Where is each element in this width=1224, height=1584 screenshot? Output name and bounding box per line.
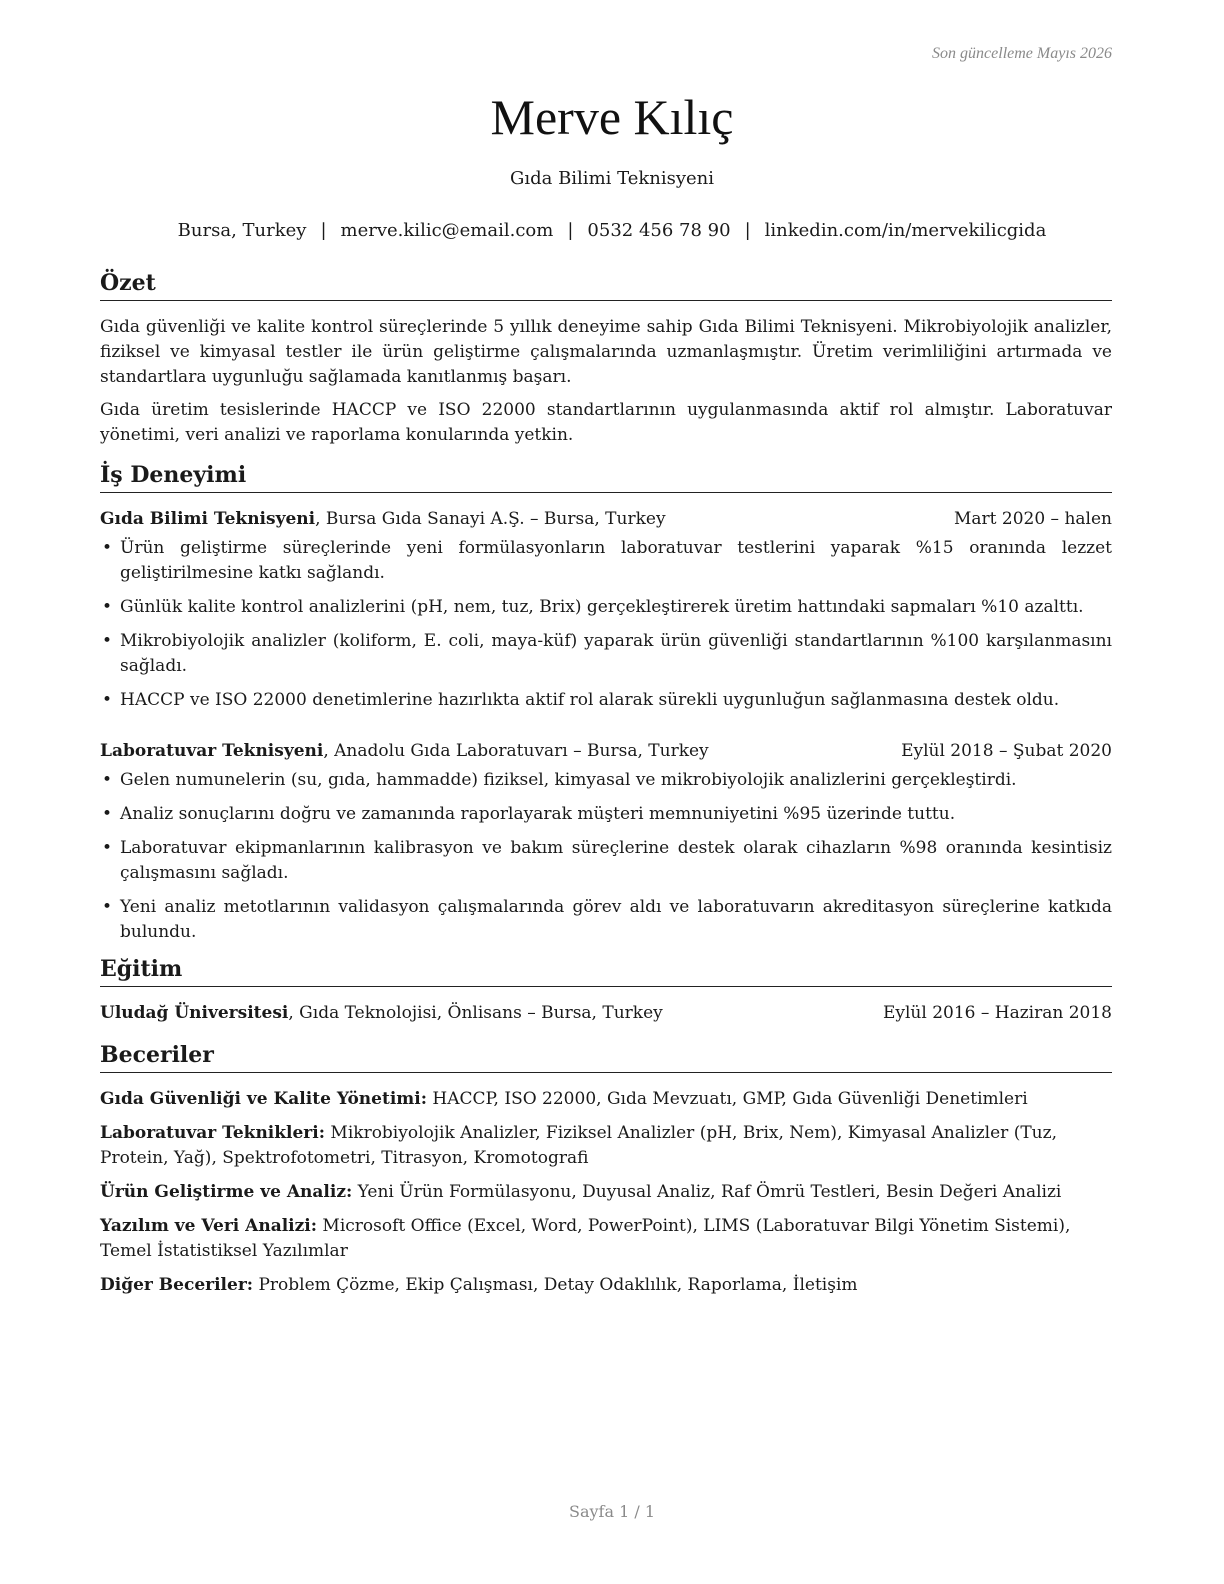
job-dates: Mart 2020 – halen bbox=[953, 509, 1112, 529]
job-title-line bbox=[100, 739, 709, 764]
contact-line bbox=[0, 220, 1224, 241]
skill-value: Microsoft Office (Excel, Word, PowerPoint), LIMS (Laboratuvar Bilgi Yönetim Sistemi), Temel İstatistiksel Yazılımlar bbox=[100, 1216, 1071, 1261]
section-title-experience: İş Deneyimi bbox=[100, 460, 1112, 493]
job-role: Gıda Bilimi Teknisyeni bbox=[100, 509, 316, 529]
summary-paragraph: Gıda güvenliği ve kalite kontrol süreçlerinde 5 yıllık deneyime sahip Gıda Bilimi Teknisyeni. Mikrobiyolojik analizler, fiziksel ve kimyasal testler ile ürün geliştirme çalışmalarında uzmanlaşmıştır. Üretim verimliliğini artırmada ve standartlara uygunluğu sağlamada kanıtlanmış başarı. bbox=[100, 317, 1112, 387]
summary-section bbox=[100, 268, 1112, 448]
job-bullet: • Yeni analiz metotlarının validasyon çalışmalarında görev aldı ve laboratuvarın akreditasyon süreçlerine katkıda bulundu. bbox=[100, 895, 1112, 945]
job-bullets bbox=[100, 536, 1112, 713]
job-bullet: • Günlük kalite kontrol analizlerini (pH, nem, tuz, Brix) gerçekleştirerek üretim hattındaki sapmaları %10 azalttı. bbox=[100, 595, 1112, 620]
skill-value: Yeni Ürün Formülasyonu, Duyusal Analiz, Raf Ömrü Testleri, Besin Değeri Analizi bbox=[352, 1182, 1062, 1202]
job-role: Laboratuvar Teknisyeni bbox=[100, 741, 324, 761]
job-bullet: • Ürün geliştirme süreçlerinde yeni formülasyonların laboratuvar testlerini yaparak %15 oranında lezzet geliştirilmesine katkı sağlandı. bbox=[100, 536, 1112, 586]
education-degree: , Gıda Teknolojisi, Önlisans – Bursa, Turkey bbox=[288, 1003, 663, 1023]
job-bullet: • HACCP ve ISO 22000 denetimlerine hazırlıkta aktif rol alarak sürekli uygunluğun sağlanmasına destek oldu. bbox=[100, 688, 1112, 713]
contact-separator: | bbox=[744, 220, 751, 241]
skill-label: Gıda Güvenliği ve Kalite Yönetimi: bbox=[100, 1089, 428, 1109]
education-line bbox=[100, 1001, 663, 1026]
job-bullet: • Gelen numunelerin (su, gıda, hammadde) fiziksel, kimyasal ve mikrobiyolojik analizlerini gerçekleştirdi. bbox=[100, 768, 1112, 793]
skill-row bbox=[100, 1214, 1112, 1264]
job-title-line bbox=[100, 507, 666, 532]
job-dates: Eylül 2018 – Şubat 2020 bbox=[901, 741, 1112, 761]
contact-phone[interactable]: 0532 456 78 90 bbox=[587, 220, 731, 241]
education-school: Uludağ Üniversitesi bbox=[100, 1003, 289, 1023]
skill-row bbox=[100, 1087, 1112, 1112]
education-section bbox=[100, 954, 1112, 1026]
skill-label: Ürün Geliştirme ve Analiz: bbox=[100, 1182, 353, 1202]
job-bullet: • Analiz sonuçlarını doğru ve zamanında raporlayarak müşteri memnuniyetini %95 üzerinde tuttu. bbox=[100, 802, 1112, 827]
job-bullets bbox=[100, 768, 1112, 945]
contact-separator: | bbox=[320, 220, 327, 241]
job-company: , Bursa Gıda Sanayi A.Ş. – Bursa, Turkey bbox=[315, 509, 666, 529]
last-updated: Son güncelleme Mayıs 2026 bbox=[932, 45, 1112, 62]
skill-row bbox=[100, 1121, 1112, 1171]
education-dates: Eylül 2016 – Haziran 2018 bbox=[882, 1003, 1112, 1023]
skill-value: Mikrobiyolojik Analizler, Fiziksel Analizler (pH, Brix, Nem), Kimyasal Analizler (Tuz, Protein, Yağ), Spektrofotometri, Titrasyon, Kromotografi bbox=[100, 1123, 1057, 1168]
contact-linkedin[interactable]: linkedin.com/in/mervekilicgida bbox=[764, 220, 1047, 241]
skill-row bbox=[100, 1273, 1112, 1298]
contact-email[interactable]: merve.kilic@email.com bbox=[340, 220, 554, 241]
skill-value: HACCP, ISO 22000, Gıda Mevzuatı, GMP, Gıda Güvenliği Denetimleri bbox=[427, 1089, 1028, 1109]
job-bullet: • Laboratuvar ekipmanlarının kalibrasyon ve bakım süreçlerine destek olarak cihazların %98 oranında kesintisiz çalışmasını sağladı. bbox=[100, 836, 1112, 886]
skill-value: Problem Çözme, Ekip Çalışması, Detay Odaklılık, Raporlama, İletişim bbox=[253, 1275, 858, 1295]
section-title-summary: Özet bbox=[100, 268, 1112, 301]
resume-body bbox=[100, 268, 1112, 1298]
contact-location: Bursa, Turkey bbox=[177, 220, 307, 241]
job-header bbox=[100, 739, 1112, 764]
skills-section bbox=[100, 1040, 1112, 1298]
page-number: Sayfa 1 / 1 bbox=[568, 1502, 655, 1521]
headline: Gıda Bilimi Teknisyeni bbox=[509, 168, 715, 189]
skill-row bbox=[100, 1180, 1112, 1205]
experience-section bbox=[100, 460, 1112, 945]
summary-paragraph: Gıda üretim tesislerinde HACCP ve ISO 22000 standartlarının uygulanmasında aktif rol almıştır. Laboratuvar yönetimi, veri analizi ve raporlama konularında yetkin. bbox=[100, 400, 1112, 445]
job-company: , Anadolu Gıda Laboratuvarı – Bursa, Turkey bbox=[323, 741, 709, 761]
candidate-name: Merve Kılıç bbox=[490, 89, 734, 145]
education-entry bbox=[100, 1001, 1112, 1026]
contact-separator: | bbox=[567, 220, 574, 241]
job-header bbox=[100, 507, 1112, 532]
section-title-skills: Beceriler bbox=[100, 1040, 1112, 1073]
section-title-education: Eğitim bbox=[100, 954, 1112, 987]
skill-label: Diğer Beceriler: bbox=[100, 1275, 254, 1295]
skill-label: Yazılım ve Veri Analizi: bbox=[100, 1216, 318, 1236]
job-bullet: • Mikrobiyolojik analizler (koliform, E. coli, maya-küf) yaparak ürün güvenliği standartlarının %100 karşılanmasını sağladı. bbox=[100, 629, 1112, 679]
skill-label: Laboratuvar Teknikleri: bbox=[100, 1123, 326, 1143]
